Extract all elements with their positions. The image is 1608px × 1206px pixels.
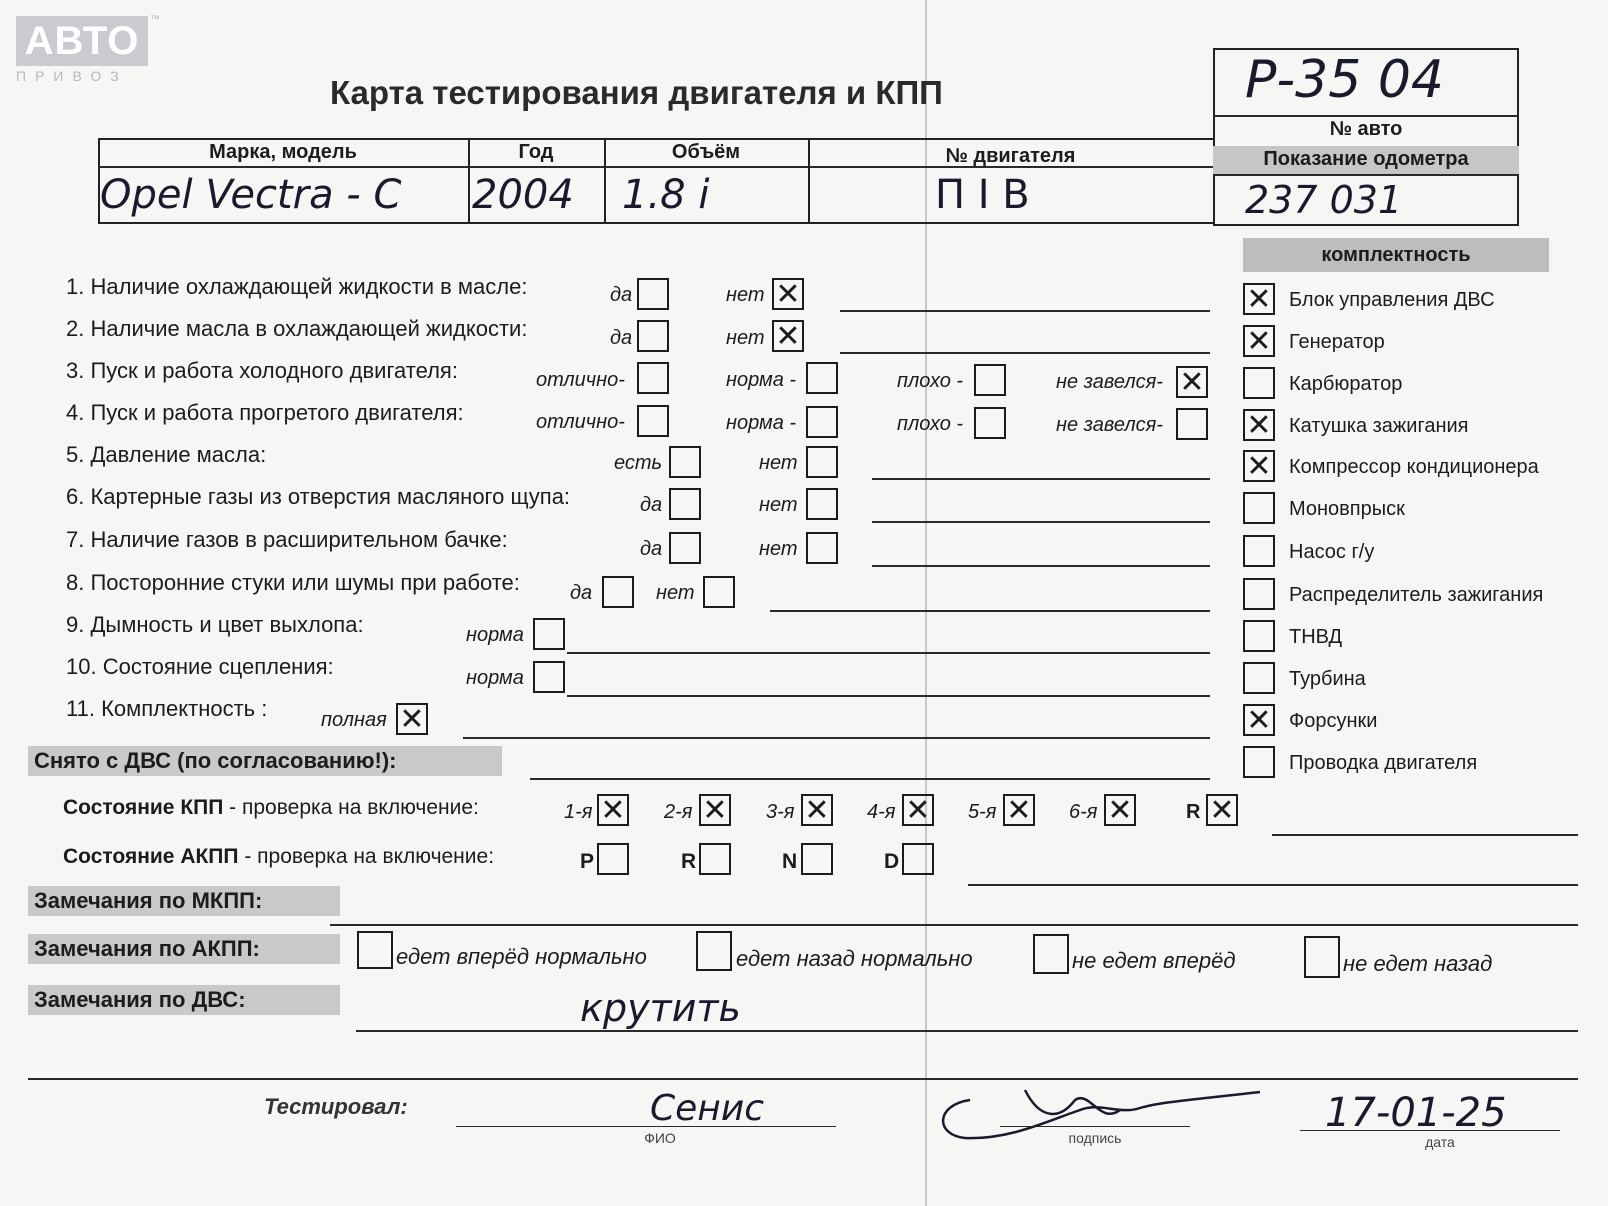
q9-normal-checkbox[interactable] (533, 618, 565, 650)
check-mark-icon: ✕ (905, 793, 931, 828)
kit-checkbox-turbine[interactable] (1243, 662, 1275, 694)
fio-caption: ФИО (644, 1130, 676, 1146)
question-5: 5. Давление масла: (66, 442, 267, 467)
q4-not-started-checkbox[interactable] (1176, 408, 1208, 440)
dvs-remarks-label: Замечания по ДВС: (28, 985, 340, 1015)
kit-checkbox-generator[interactable] (1243, 325, 1275, 357)
engine-no-value: П I В (935, 172, 1030, 218)
kit-label-turbine: Турбина (1289, 668, 1366, 690)
q3-bad-checkbox[interactable] (974, 364, 1006, 396)
gear-2-checkbox[interactable] (699, 794, 731, 826)
kit-label-generator: Генератор (1289, 331, 1385, 353)
gear-3-checkbox[interactable] (801, 794, 833, 826)
q10-normal-checkbox[interactable] (533, 661, 565, 693)
page-title: Карта тестирования двигателя и КПП (330, 74, 943, 111)
q7-yes-checkbox[interactable] (669, 532, 701, 564)
q4-normal-checkbox[interactable] (806, 406, 838, 438)
question-8: 8. Посторонние стуки или шумы при работе: (66, 570, 520, 595)
question-1: 1. Наличие охлаждающей жидкости в масле: (66, 274, 528, 299)
check-mark-icon: ✕ (600, 793, 626, 828)
kit-checkbox-wiring[interactable] (1243, 746, 1275, 778)
kpp-label: Состояние КПП - проверка на включение: (63, 796, 479, 819)
kit-label-ignition-coil: Катушка зажигания (1289, 415, 1469, 437)
check-mark-icon: ✕ (702, 793, 728, 828)
kit-header: комплектность (1321, 244, 1471, 266)
kit-checkbox-carburetor[interactable] (1243, 367, 1275, 399)
kit-label-ac-compressor: Компрессор кондиционера (1289, 456, 1539, 478)
gear-1-checkbox[interactable] (597, 794, 629, 826)
check-mark-icon: ✕ (1107, 793, 1133, 828)
akpp-mode-p-checkbox[interactable] (597, 843, 629, 875)
check-mark-icon: ✕ (1006, 793, 1032, 828)
q5-present-checkbox[interactable] (669, 446, 701, 478)
date-caption: дата (1425, 1134, 1455, 1150)
check-mark-icon: ✕ (1179, 365, 1205, 400)
akpp-label: Состояние АКПП - проверка на включение: (63, 845, 495, 868)
date-value: 17-01-25 (1325, 1090, 1507, 1136)
akpp-no-forward-checkbox[interactable] (1033, 934, 1069, 974)
logo-subtitle: ПРИВОЗ (16, 68, 128, 84)
make-model-header: Марка, модель (209, 141, 357, 163)
q2-yes-checkbox[interactable] (637, 320, 669, 352)
kit-label-power-steering-pump: Насос г/у (1289, 541, 1375, 563)
gear-4-checkbox[interactable] (902, 794, 934, 826)
q2-no-checkbox[interactable] (772, 320, 804, 352)
kit-checkbox-ac-compressor[interactable] (1243, 450, 1275, 482)
logo: АВТО (16, 16, 148, 66)
q1-yes-checkbox[interactable] (637, 278, 669, 310)
question-7: 7. Наличие газов в расширительном бачке: (66, 527, 508, 552)
removed-from-engine-label: Снято с ДВС (по согласованию!): (28, 746, 502, 776)
kit-label-carburetor: Карбюратор (1289, 373, 1403, 395)
q6-no-checkbox[interactable] (806, 488, 838, 520)
question-4: 4. Пуск и работа прогретого двигателя: (66, 400, 464, 425)
akpp-reverse-ok-checkbox[interactable] (696, 931, 732, 971)
kit-checkbox-injection-pump[interactable] (1243, 620, 1275, 652)
kit-checkbox-injectors[interactable] (1243, 704, 1275, 736)
kit-checkbox-power-steering-pump[interactable] (1243, 535, 1275, 567)
check-mark-icon: ✕ (775, 319, 801, 354)
tester-name: Сенис (650, 1088, 765, 1129)
q4-bad-checkbox[interactable] (974, 407, 1006, 439)
volume-value: 1.8 i (622, 172, 710, 218)
q3-excellent-checkbox[interactable] (637, 362, 669, 394)
kit-label-ecu: Блок управления ДВС (1289, 289, 1495, 311)
kit-checkbox-mono-injection[interactable] (1243, 492, 1275, 524)
question-6: 6. Картерные газы из отверстия масляного щупа: (66, 484, 571, 509)
q8-yes-checkbox[interactable] (602, 576, 634, 608)
q4-excellent-checkbox[interactable] (637, 405, 669, 437)
stock-number: Р-35 04 (1245, 50, 1444, 110)
question-2: 2. Наличие масла в охлаждающей жидкости: (66, 316, 528, 341)
check-mark-icon: ✕ (1209, 793, 1235, 828)
odometer-value: 237 031 (1245, 178, 1403, 222)
q11-full-checkbox[interactable] (396, 703, 428, 735)
q6-yes-checkbox[interactable] (669, 488, 701, 520)
akpp-mode-n-checkbox[interactable] (801, 843, 833, 875)
check-mark-icon: ✕ (804, 793, 830, 828)
tested-by-label: Тестировал: (264, 1094, 408, 1119)
kit-label-wiring: Проводка двигателя (1289, 752, 1478, 774)
kit-checkbox-ecu[interactable] (1243, 283, 1275, 315)
check-mark-icon: ✕ (399, 702, 425, 737)
gear-5-checkbox[interactable] (1003, 794, 1035, 826)
logo-tm: ™ (150, 14, 160, 25)
year-header: Год (518, 141, 554, 163)
q1-no-checkbox[interactable] (772, 278, 804, 310)
kit-checkbox-distributor[interactable] (1243, 578, 1275, 610)
stock-number-label: № авто (1329, 118, 1403, 140)
mkpp-remarks-label: Замечания по МКПП: (28, 886, 340, 916)
q3-normal-checkbox[interactable] (806, 362, 838, 394)
check-mark-icon: ✕ (1246, 703, 1272, 738)
q3-not-started-checkbox[interactable] (1176, 366, 1208, 398)
check-mark-icon: ✕ (1246, 324, 1272, 359)
kit-label-mono-injection: Моновпрыск (1289, 498, 1405, 520)
q5-no-checkbox[interactable] (806, 446, 838, 478)
question-10: 10. Состояние сцепления: (66, 654, 334, 679)
check-mark-icon: ✕ (1246, 408, 1272, 443)
akpp-remarks-label: Замечания по АКПП: (28, 934, 340, 964)
akpp-mode-r-checkbox[interactable] (699, 843, 731, 875)
make-model-value: Opel Vectra - C (100, 172, 402, 218)
volume-header: Объём (671, 141, 741, 163)
year-value: 2004 (472, 172, 574, 218)
check-mark-icon: ✕ (1246, 449, 1272, 484)
question-11: 11. Комплектность : (66, 696, 268, 721)
akpp-forward-ok-checkbox[interactable] (357, 931, 393, 969)
kit-label-injectors: Форсунки (1289, 710, 1378, 732)
akpp-no-reverse-checkbox[interactable] (1304, 936, 1340, 978)
kit-label-injection-pump: ТНВД (1289, 626, 1343, 648)
question-9: 9. Дымность и цвет выхлопа: (66, 612, 364, 637)
q7-no-checkbox[interactable] (806, 532, 838, 564)
kit-label-distributor: Распределитель зажигания (1289, 584, 1544, 606)
akpp-mode-d-checkbox[interactable] (902, 843, 934, 875)
check-mark-icon: ✕ (1246, 282, 1272, 317)
dvs-remarks-value: крутить (580, 986, 741, 1030)
gear-6-checkbox[interactable] (1104, 794, 1136, 826)
signature-caption: подпись (1068, 1130, 1122, 1146)
engine-no-header: № двигателя (945, 145, 1076, 167)
odometer-label: Показание одометра (1263, 148, 1469, 170)
question-3: 3. Пуск и работа холодного двигателя: (66, 358, 458, 383)
q8-no-checkbox[interactable] (703, 576, 735, 608)
check-mark-icon: ✕ (775, 277, 801, 312)
gear-reverse-checkbox[interactable] (1206, 794, 1238, 826)
kit-checkbox-ignition-coil[interactable] (1243, 409, 1275, 441)
